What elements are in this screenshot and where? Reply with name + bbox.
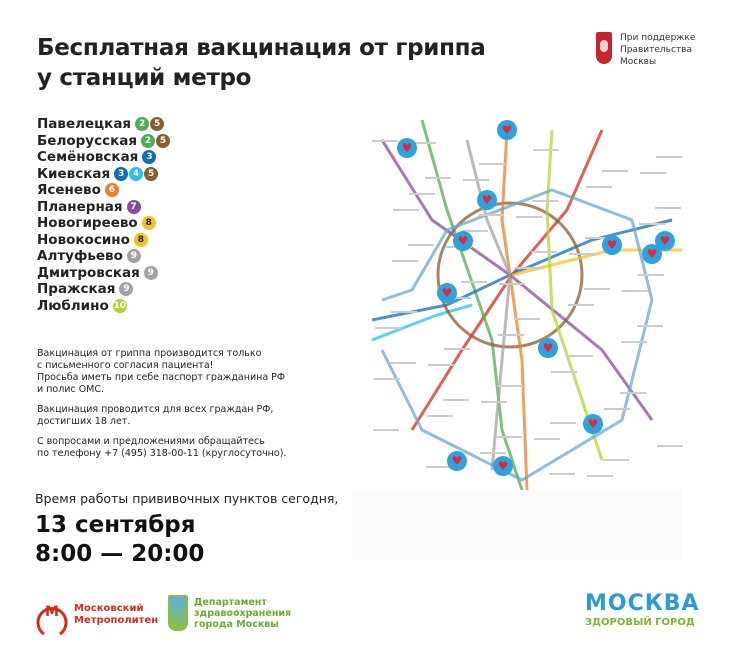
- metro-line-7: [382, 140, 652, 420]
- heart-icon: ♥: [441, 286, 453, 300]
- metro-map: [352, 100, 702, 560]
- station-name: Белорусская: [37, 132, 138, 149]
- station-label-placeholder: [478, 214, 504, 216]
- metro-logo: М Московский Метрополитен: [36, 594, 158, 636]
- line-badge: 7: [127, 200, 141, 214]
- station-name: Планерная: [37, 198, 123, 215]
- hours-label: Время работы прививочных пунктов сегодня,: [35, 491, 339, 506]
- station-label-placeholder: [567, 355, 593, 357]
- line-badge: 2: [141, 134, 155, 148]
- station-label-placeholder: [639, 223, 665, 225]
- line-badge: 8: [134, 233, 148, 247]
- page-title: [37, 33, 485, 93]
- station-label-placeholder: [393, 209, 419, 211]
- station-label-placeholder: [428, 364, 454, 366]
- station-label-placeholder: [622, 290, 648, 292]
- station-label-placeholder: [587, 475, 613, 477]
- station-label-placeholder: [516, 216, 542, 218]
- station-label-placeholder: [602, 170, 628, 172]
- station-label-placeholder: [584, 288, 610, 290]
- station-label-placeholder: [656, 156, 682, 158]
- station-label-placeholder: [534, 438, 560, 440]
- station-item: [37, 298, 171, 315]
- station-item: [37, 215, 171, 232]
- line-badge: 4: [129, 167, 143, 181]
- line-badge: 5: [156, 134, 170, 148]
- station-label-placeholder: [374, 378, 400, 380]
- station-label-placeholder: [499, 283, 525, 285]
- station-name: Киевская: [37, 165, 111, 182]
- station-label-placeholder: [390, 362, 416, 364]
- line-badge: 3: [142, 150, 156, 164]
- heart-icon: ♥: [497, 459, 509, 473]
- station-label-placeholder: [603, 459, 629, 461]
- health-department-logo: Департамент здравоохранения города Москвы: [168, 595, 291, 631]
- department-emblem-icon: [168, 595, 188, 631]
- station-label-placeholder: [408, 244, 434, 246]
- station-label-placeholder: [532, 200, 558, 202]
- station-label-placeholder: [621, 341, 647, 343]
- line-badge: 5: [144, 167, 158, 181]
- station-label-placeholder: [373, 429, 399, 431]
- station-label-placeholder: [637, 325, 663, 327]
- svg-text:М: М: [45, 604, 59, 620]
- station-item: [37, 182, 171, 199]
- station-label-placeholder: [496, 436, 522, 438]
- station-item: [37, 265, 171, 282]
- station-label-placeholder: [480, 452, 506, 454]
- station-label-placeholder: [604, 408, 630, 410]
- moscow-coat-of-arms-icon: [596, 32, 612, 64]
- government-support: [596, 32, 695, 68]
- support-line: При поддержке: [620, 33, 696, 43]
- station-label-placeholder: [392, 260, 418, 262]
- metro-m-icon: [36, 594, 68, 636]
- station-label-placeholder: [586, 186, 612, 188]
- title-line: Бесплатная вакцинация от гриппа: [37, 35, 486, 61]
- working-hours: 8:00 — 20:00: [35, 541, 205, 567]
- station-name: Новогиреево: [37, 215, 138, 232]
- station-item: [37, 116, 171, 133]
- station-label-placeholder: [443, 399, 469, 401]
- station-label-placeholder: [568, 304, 594, 306]
- station-label-placeholder: [569, 253, 595, 255]
- station-item: [37, 281, 171, 298]
- station-name: Алтуфьево: [37, 248, 123, 265]
- station-label-placeholder: [551, 371, 577, 373]
- line-badge: 9: [144, 266, 158, 280]
- station-label-placeholder: [427, 415, 453, 417]
- station-label-placeholder: [655, 207, 681, 209]
- line-badge: 5: [150, 117, 164, 131]
- line-badge: 6: [105, 183, 119, 197]
- heart-icon: ♥: [646, 247, 658, 261]
- heart-icon: ♥: [501, 123, 513, 137]
- station-label-placeholder: [531, 251, 557, 253]
- metro-line-10: [547, 130, 602, 460]
- station-label-placeholder: [640, 172, 666, 174]
- heart-icon: ♥: [587, 417, 599, 431]
- vaccination-info: [37, 348, 337, 468]
- station-label-placeholder: [444, 348, 470, 350]
- station-item: [37, 248, 171, 265]
- station-name: Пражская: [37, 281, 116, 298]
- date: 13 сентября: [35, 512, 196, 538]
- heart-icon: ♥: [457, 234, 469, 248]
- heart-icon: ♥: [659, 234, 671, 248]
- title-line: у станций метро: [37, 65, 252, 91]
- info-consent: Вакцинация от гриппа производится только с письменного согласия пациента! Просьба иметь при себе паспорт гражданина РФ и полис ОМС.: [37, 348, 286, 395]
- line-badge: 9: [119, 282, 133, 296]
- station-item: [37, 133, 171, 150]
- line-badge: 10: [113, 300, 126, 311]
- info-eligibility: Вакцинация проводится для всех граждан РФ, достигших 18 лет.: [37, 404, 274, 427]
- station-label-placeholder: [497, 385, 523, 387]
- info-contact: С вопросами и предложениями обращайтесь по телефону +7 (495) 318-00-11 (круглосуточно).: [37, 436, 287, 459]
- station-item: [37, 166, 171, 183]
- station-label-placeholder: [515, 267, 541, 269]
- station-label-placeholder: [463, 179, 489, 181]
- station-item: [37, 199, 171, 216]
- support-line: Москвы: [620, 57, 657, 67]
- station-label-placeholder: [425, 177, 451, 179]
- station-item: [37, 232, 171, 249]
- support-line: Правительства: [620, 45, 692, 55]
- metro-line-3: [372, 220, 672, 320]
- station-label-placeholder: [409, 193, 435, 195]
- station-label-placeholder: [549, 473, 575, 475]
- station-label-placeholder: [391, 311, 417, 313]
- line-badge: 8: [142, 216, 156, 230]
- station-list: [37, 116, 171, 314]
- station-label-placeholder: [514, 318, 540, 320]
- station-label-placeholder: [479, 163, 505, 165]
- station-label-placeholder: [375, 327, 401, 329]
- heart-icon: ♥: [481, 193, 493, 207]
- station-label-placeholder: [426, 466, 452, 468]
- heart-icon: ♥: [401, 141, 413, 155]
- station-name: Новокосино: [37, 231, 130, 248]
- station-name: Ясенево: [37, 182, 101, 199]
- station-name: Семёновская: [37, 149, 139, 166]
- line-badge: 2: [135, 117, 149, 131]
- moscow-healthy-city-logo: МОСКВА ЗДОРОВЫЙ ГОРОД: [585, 591, 700, 628]
- station-label-placeholder: [533, 149, 559, 151]
- station-label-placeholder: [620, 392, 646, 394]
- heart-icon: ♥: [451, 454, 463, 468]
- station-label-placeholder: [550, 422, 576, 424]
- station-name: Люблино: [37, 297, 109, 314]
- station-label-placeholder: [372, 140, 398, 142]
- station-label-placeholder: [461, 281, 487, 283]
- station-name: Дмитровская: [37, 264, 140, 281]
- station-label-placeholder: [481, 401, 507, 403]
- heart-icon: ♥: [606, 238, 618, 252]
- station-item: [37, 149, 171, 166]
- station-label-placeholder: [657, 445, 683, 447]
- map-legend: [352, 490, 682, 560]
- station-label-placeholder: [638, 274, 664, 276]
- station-name: Павелецкая: [37, 116, 132, 133]
- station-label-placeholder: [498, 334, 524, 336]
- line-badge: 9: [127, 249, 141, 263]
- heart-icon: ♥: [542, 341, 554, 355]
- line-badge: 3: [114, 167, 128, 181]
